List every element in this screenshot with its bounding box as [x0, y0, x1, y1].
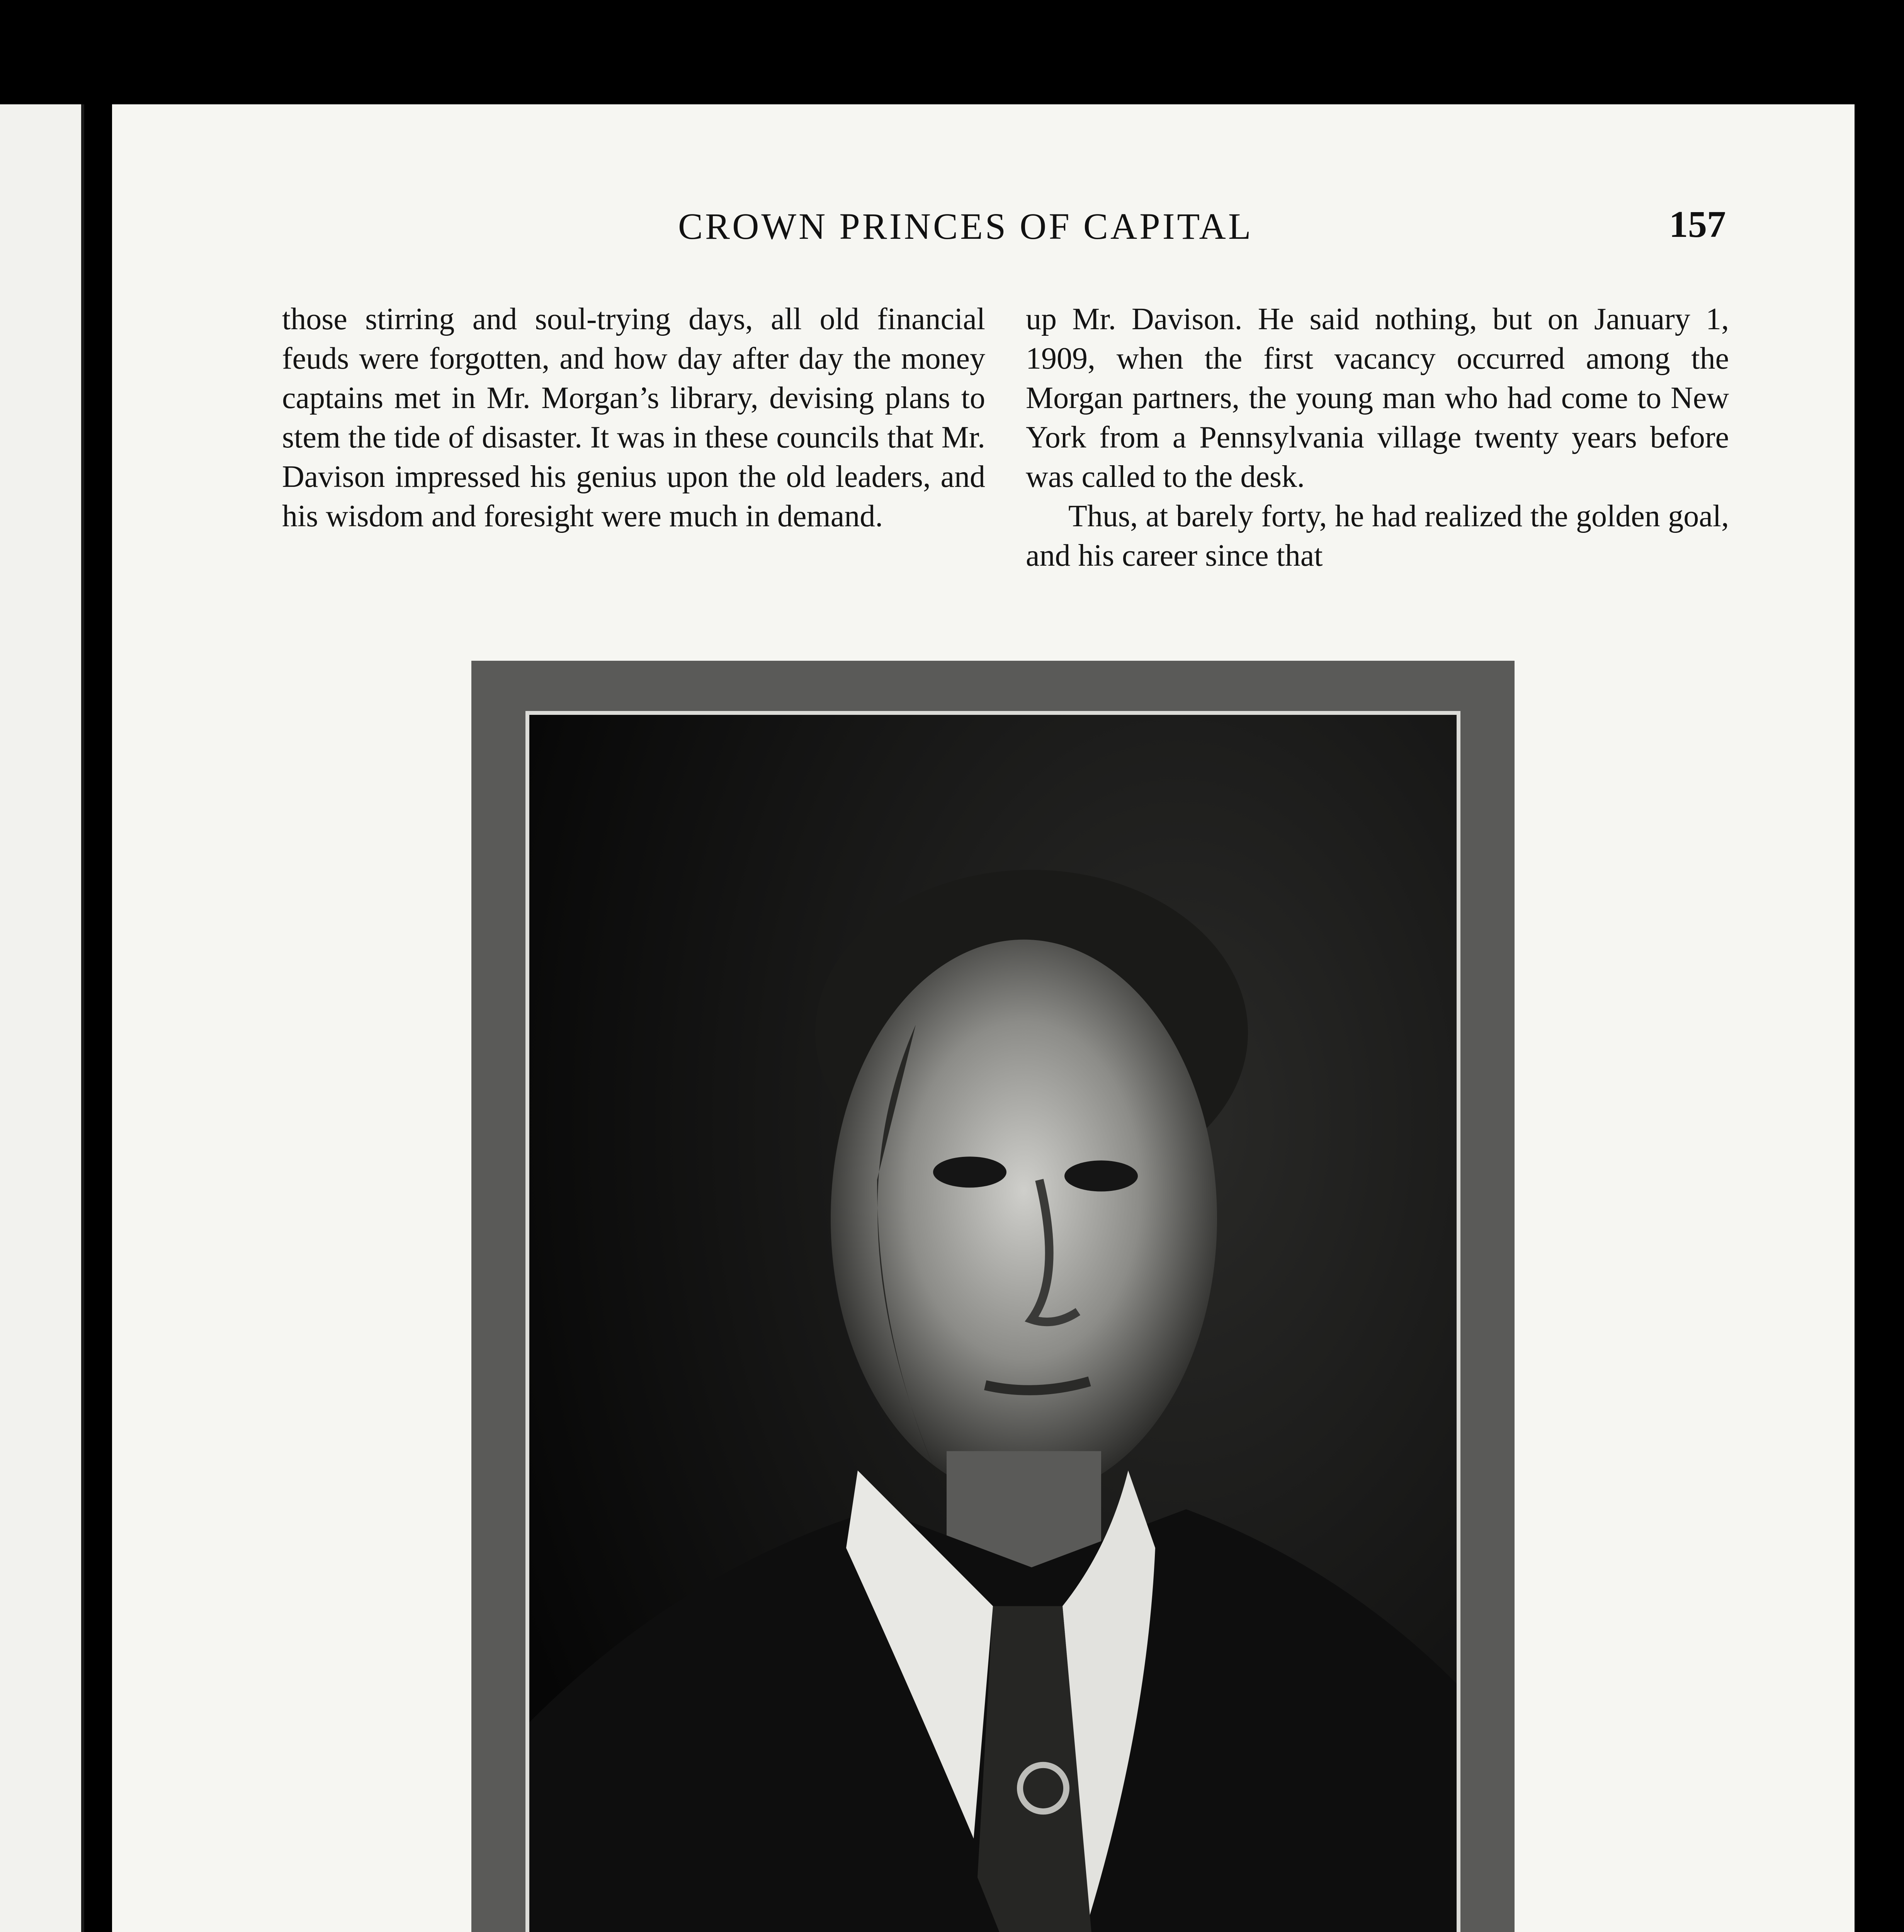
running-head: CROWN PRINCES OF CAPITAL — [678, 206, 1253, 247]
facing-page-edge — [0, 104, 84, 1932]
text-column-top-left — [282, 299, 985, 536]
paragraph: those stirring and soul-trying days, all old financial feuds were forgotten, and how day after day the money captains met in Mr. Morgan’s library, devising plans to stem the tide of disaster. It was in these councils that Mr. Davison impressed his genius upon the old leaders, and his wisdom and foresight were much in demand. — [282, 302, 985, 533]
paragraph: up Mr. Davison. He said nothing, but on January 1, 1909, when the first vacancy occurred among the Morgan partners, the young man who had come to New York from a Pennsylvania village twenty years before was called to the desk. — [1026, 302, 1729, 494]
portrait-photo-plate — [471, 661, 1515, 1932]
magazine-page — [112, 104, 1855, 1932]
page-number: 157 — [1669, 204, 1726, 245]
text-column-top-right — [1026, 299, 1729, 575]
paragraph: Thus, at barely forty, he had realized the golden goal, and his career since that — [1026, 499, 1729, 573]
portrait-image — [529, 715, 1457, 1932]
portrait-photograph — [525, 711, 1460, 1932]
